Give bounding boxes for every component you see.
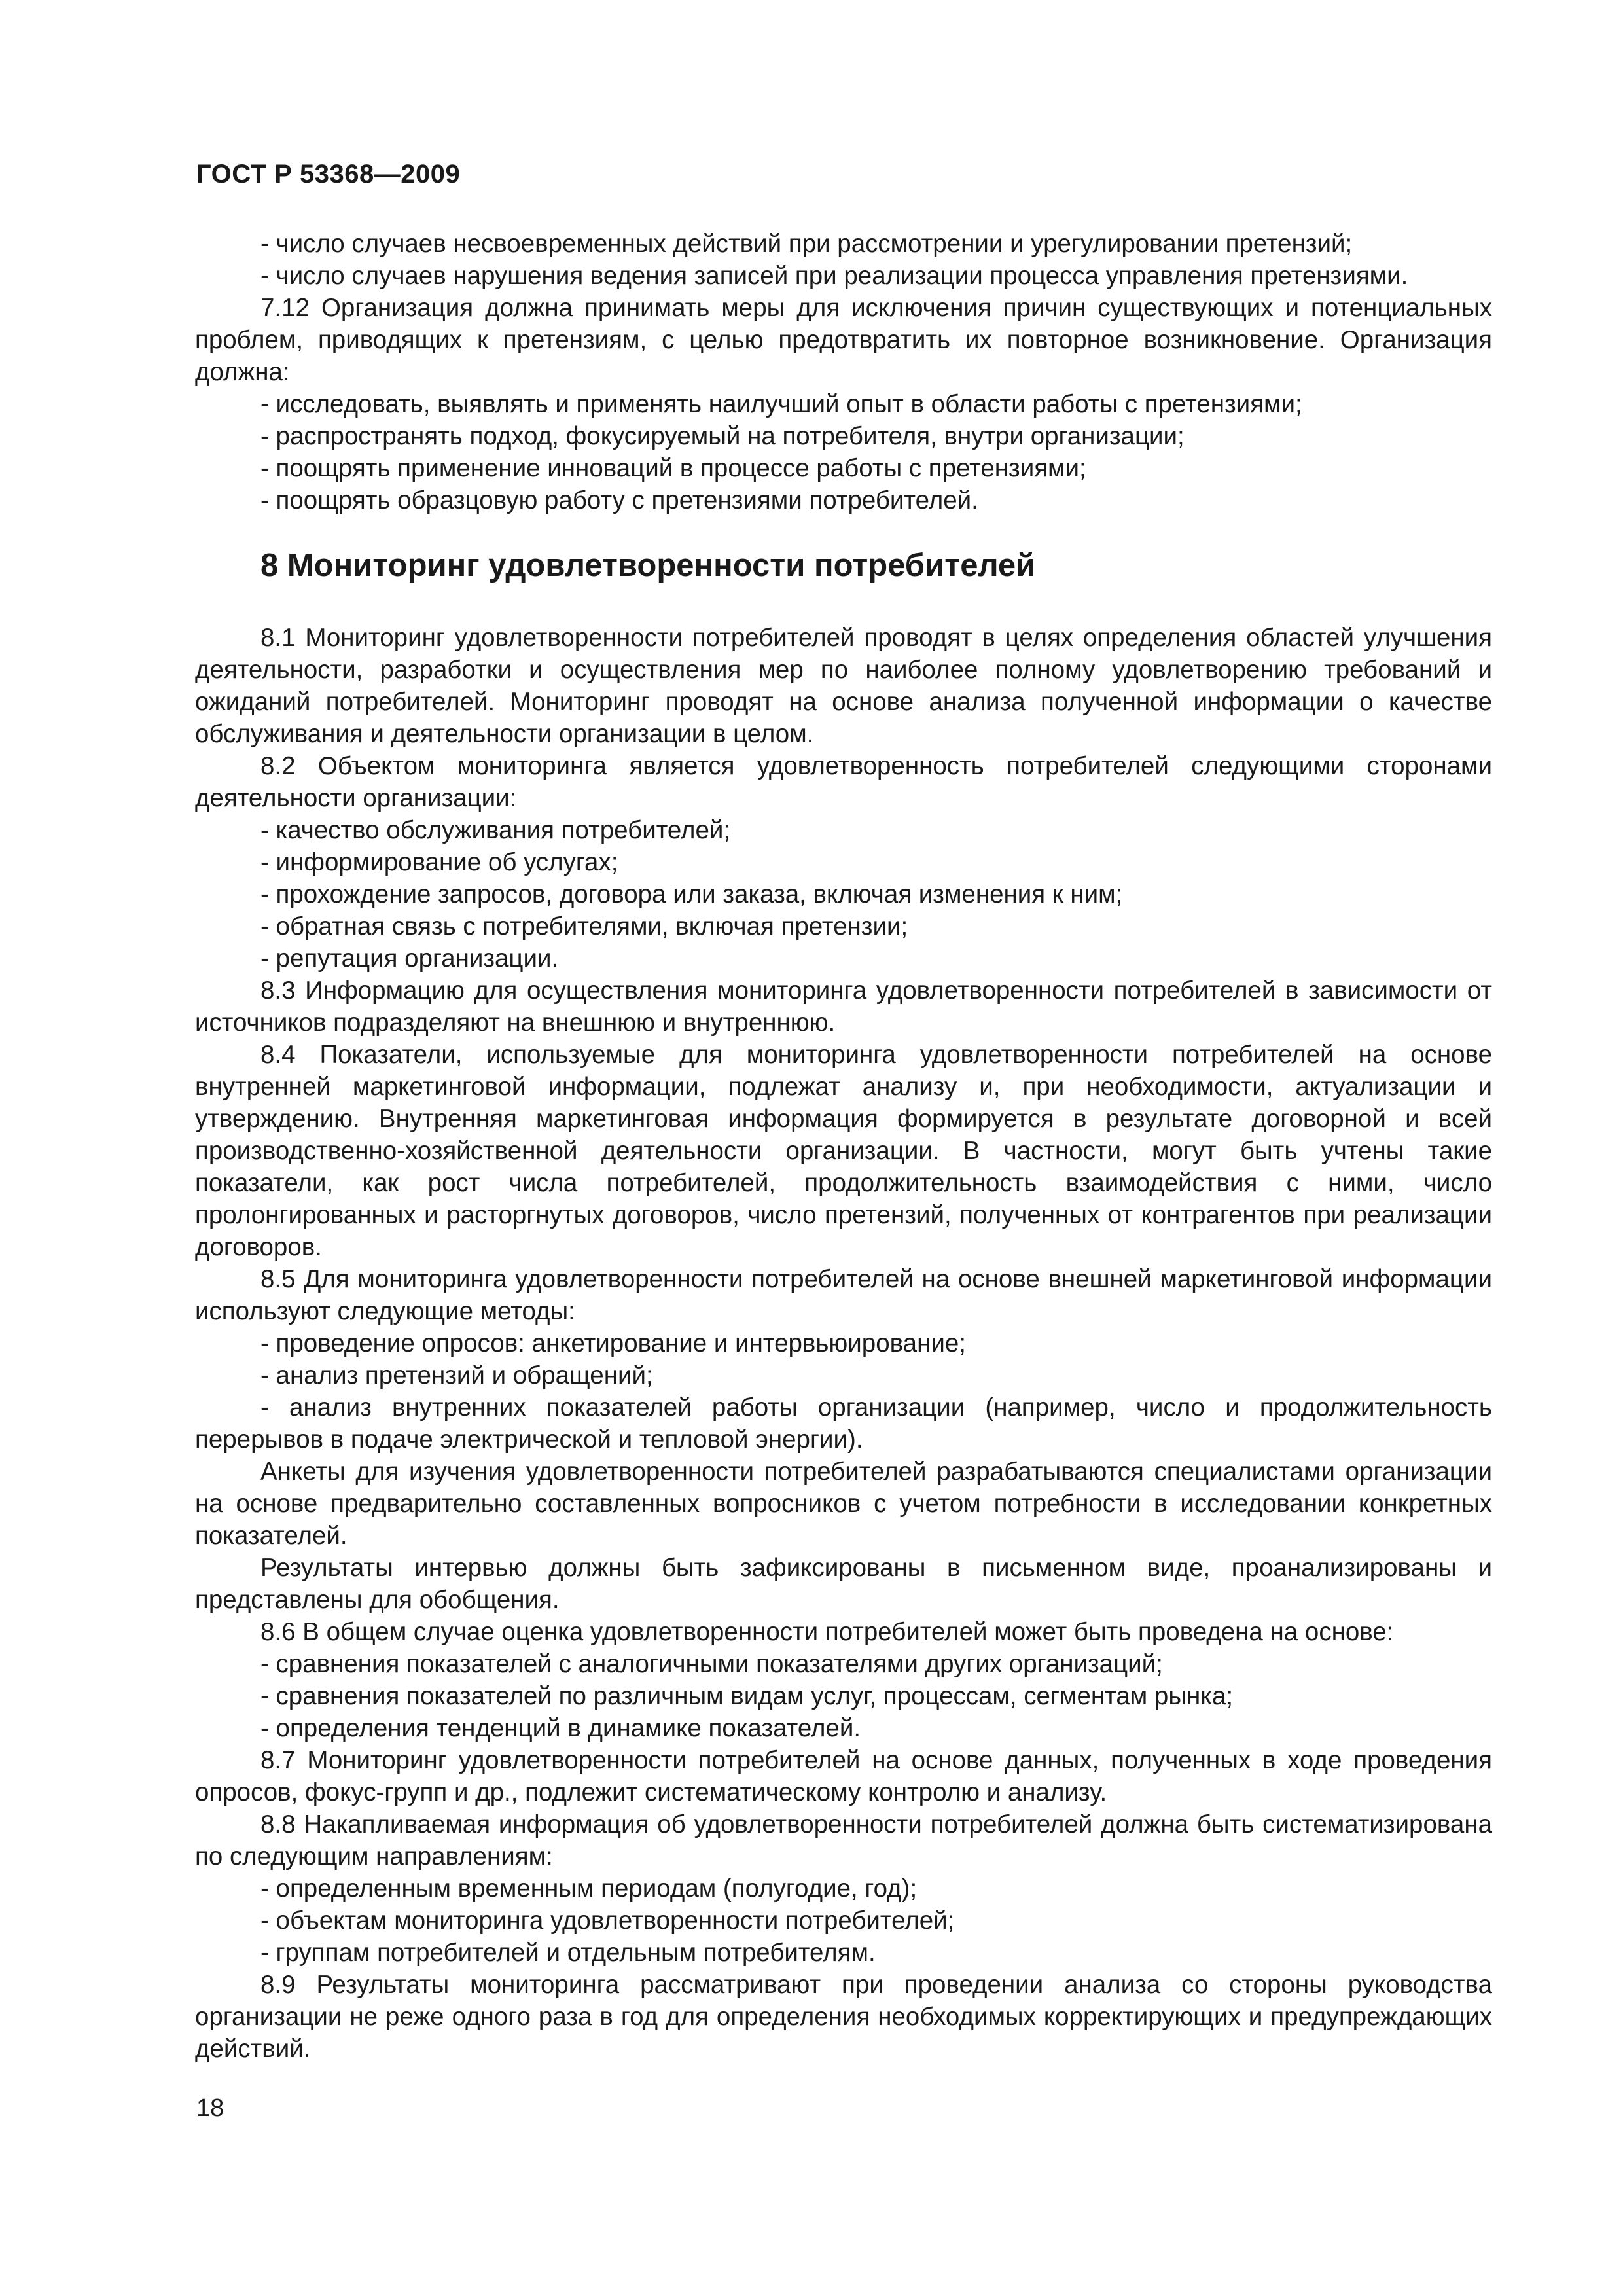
list-item: - прохождение запросов, договора или заказа, включая изменения к ним;	[260, 878, 1492, 910]
paragraph-8-8: 8.8 Накапливаемая информация об удовлетворенности потребителей должна быть систематизирована по следующим направлениям:	[195, 1810, 1492, 1871]
list-item: - исследовать, выявлять и применять наилучший опыт в области работы с претензиями;	[260, 388, 1492, 420]
paragraph-8-9: 8.9 Результаты мониторинга рассматривают при проведении анализа со стороны руководства организации не реже одного раза в год для определения необходимых корректирующих и предупреждающих действий.	[195, 1971, 1492, 2063]
paragraph-8-5: 8.5 Для мониторинга удовлетворенности потребителей на основе внешней маркетинговой информации используют следующие методы:	[195, 1265, 1492, 1325]
document-code: ГОСТ Р 53368—2009	[196, 160, 461, 188]
list-item: - информирование об услугах;	[260, 846, 1492, 878]
list-item: - число случаев несвоевременных действий при рассмотрении и урегулировании претензий;	[260, 228, 1492, 260]
list-item: - объектам мониторинга удовлетворенности потребителей;	[260, 1905, 1492, 1937]
list-item: - поощрять образцовую работу с претензиями потребителей.	[260, 484, 1492, 516]
paragraph-8-7: 8.7 Мониторинг удовлетворенности потребителей на основе данных, полученных в ходе проведения опросов, фокус-групп и др., подлежит систематическому контролю и анализу.	[195, 1746, 1492, 1806]
list-item: - число случаев нарушения ведения записей при реализации процесса управления претензиями.	[260, 260, 1492, 292]
page-body	[195, 228, 1492, 2065]
paragraph-8-4: 8.4 Показатели, используемые для мониторинга удовлетворенности потребителей на основе внутренней маркетинговой информации, подлежат анализу и, при необходимости, актуализации и утверждению. Внутренняя маркетинговая информация формируется в результате договорной и всей производственно-хозяйственной деятельности организации. В частности, могут быть учтены такие показатели, как рост числа потребителей, продолжительность взаимодействия с ними, число пролонгированных и расторгнутых договоров, число претензий, полученных от контрагентов при реализации договоров.	[195, 1041, 1492, 1261]
list-item: - определенным временным периодам (полугодие, год);	[260, 1873, 1492, 1905]
list-item: - группам потребителей и отдельным потребителям.	[260, 1937, 1492, 1969]
paragraph-8-3: 8.3 Информацию для осуществления мониторинга удовлетворенности потребителей в зависимости от источников подразделяют на внешнюю и внутреннюю.	[195, 977, 1492, 1037]
list-item: - репутация организации.	[260, 942, 1492, 975]
list-item: - распространять подход, фокусируемый на потребителя, внутри организации;	[260, 420, 1492, 452]
paragraph-7-12: 7.12 Организация должна принимать меры для исключения причин существующих и потенциальных проблем, приводящих к претензиям, с целью предотвратить их повторное возникновение. Организация должна:	[195, 294, 1492, 386]
list-item: - сравнения показателей с аналогичными показателями других организаций;	[260, 1648, 1492, 1680]
list-item: - определения тенденций в динамике показателей.	[260, 1712, 1492, 1744]
list-item: - анализ претензий и обращений;	[260, 1359, 1492, 1391]
list-item: - обратная связь с потребителями, включая претензии;	[260, 910, 1492, 942]
page-number: 18	[196, 2094, 224, 2122]
list-item: - качество обслуживания потребителей;	[260, 814, 1492, 846]
paragraph-8-1: 8.1 Мониторинг удовлетворенности потребителей проводят в целях определения областей улучшения деятельности, разработки и осуществления мер по наиболее полному удовлетворению требований и ожиданий потребителей. Мониторинг проводят на основе анализа полученной информации о качестве обслуживания и деятельности организации в целом.	[195, 624, 1492, 748]
paragraph-8-6: 8.6 В общем случае оценка удовлетворенности потребителей может быть проведена на основе:	[260, 1618, 1394, 1646]
section-heading: 8 Мониторинг удовлетворенности потребителей	[260, 548, 1036, 583]
list-item: - анализ внутренних показателей работы организации (например, число и продолжительность перерывов в подаче электрической и тепловой энергии).	[195, 1391, 1492, 1456]
paragraph-8-2: 8.2 Объектом мониторинга является удовлетворенность потребителей следующими сторонами деятельности организации:	[195, 752, 1492, 812]
paragraph-interview: Результаты интервью должны быть зафиксированы в письменном виде, проанализированы и представлены для обобщения.	[195, 1554, 1492, 1614]
list-item: - сравнения показателей по различным видам услуг, процессам, сегментам рынка;	[260, 1680, 1492, 1712]
paragraph-questionnaires: Анкеты для изучения удовлетворенности потребителей разрабатываются специалистами организации на основе предварительно составленных вопросников с учетом потребности в исследовании конкретных показателей.	[195, 1458, 1492, 1550]
list-item: - поощрять применение инноваций в процессе работы с претензиями;	[260, 452, 1492, 484]
list-item: - проведение опросов: анкетирование и интервьюирование;	[260, 1327, 1492, 1359]
